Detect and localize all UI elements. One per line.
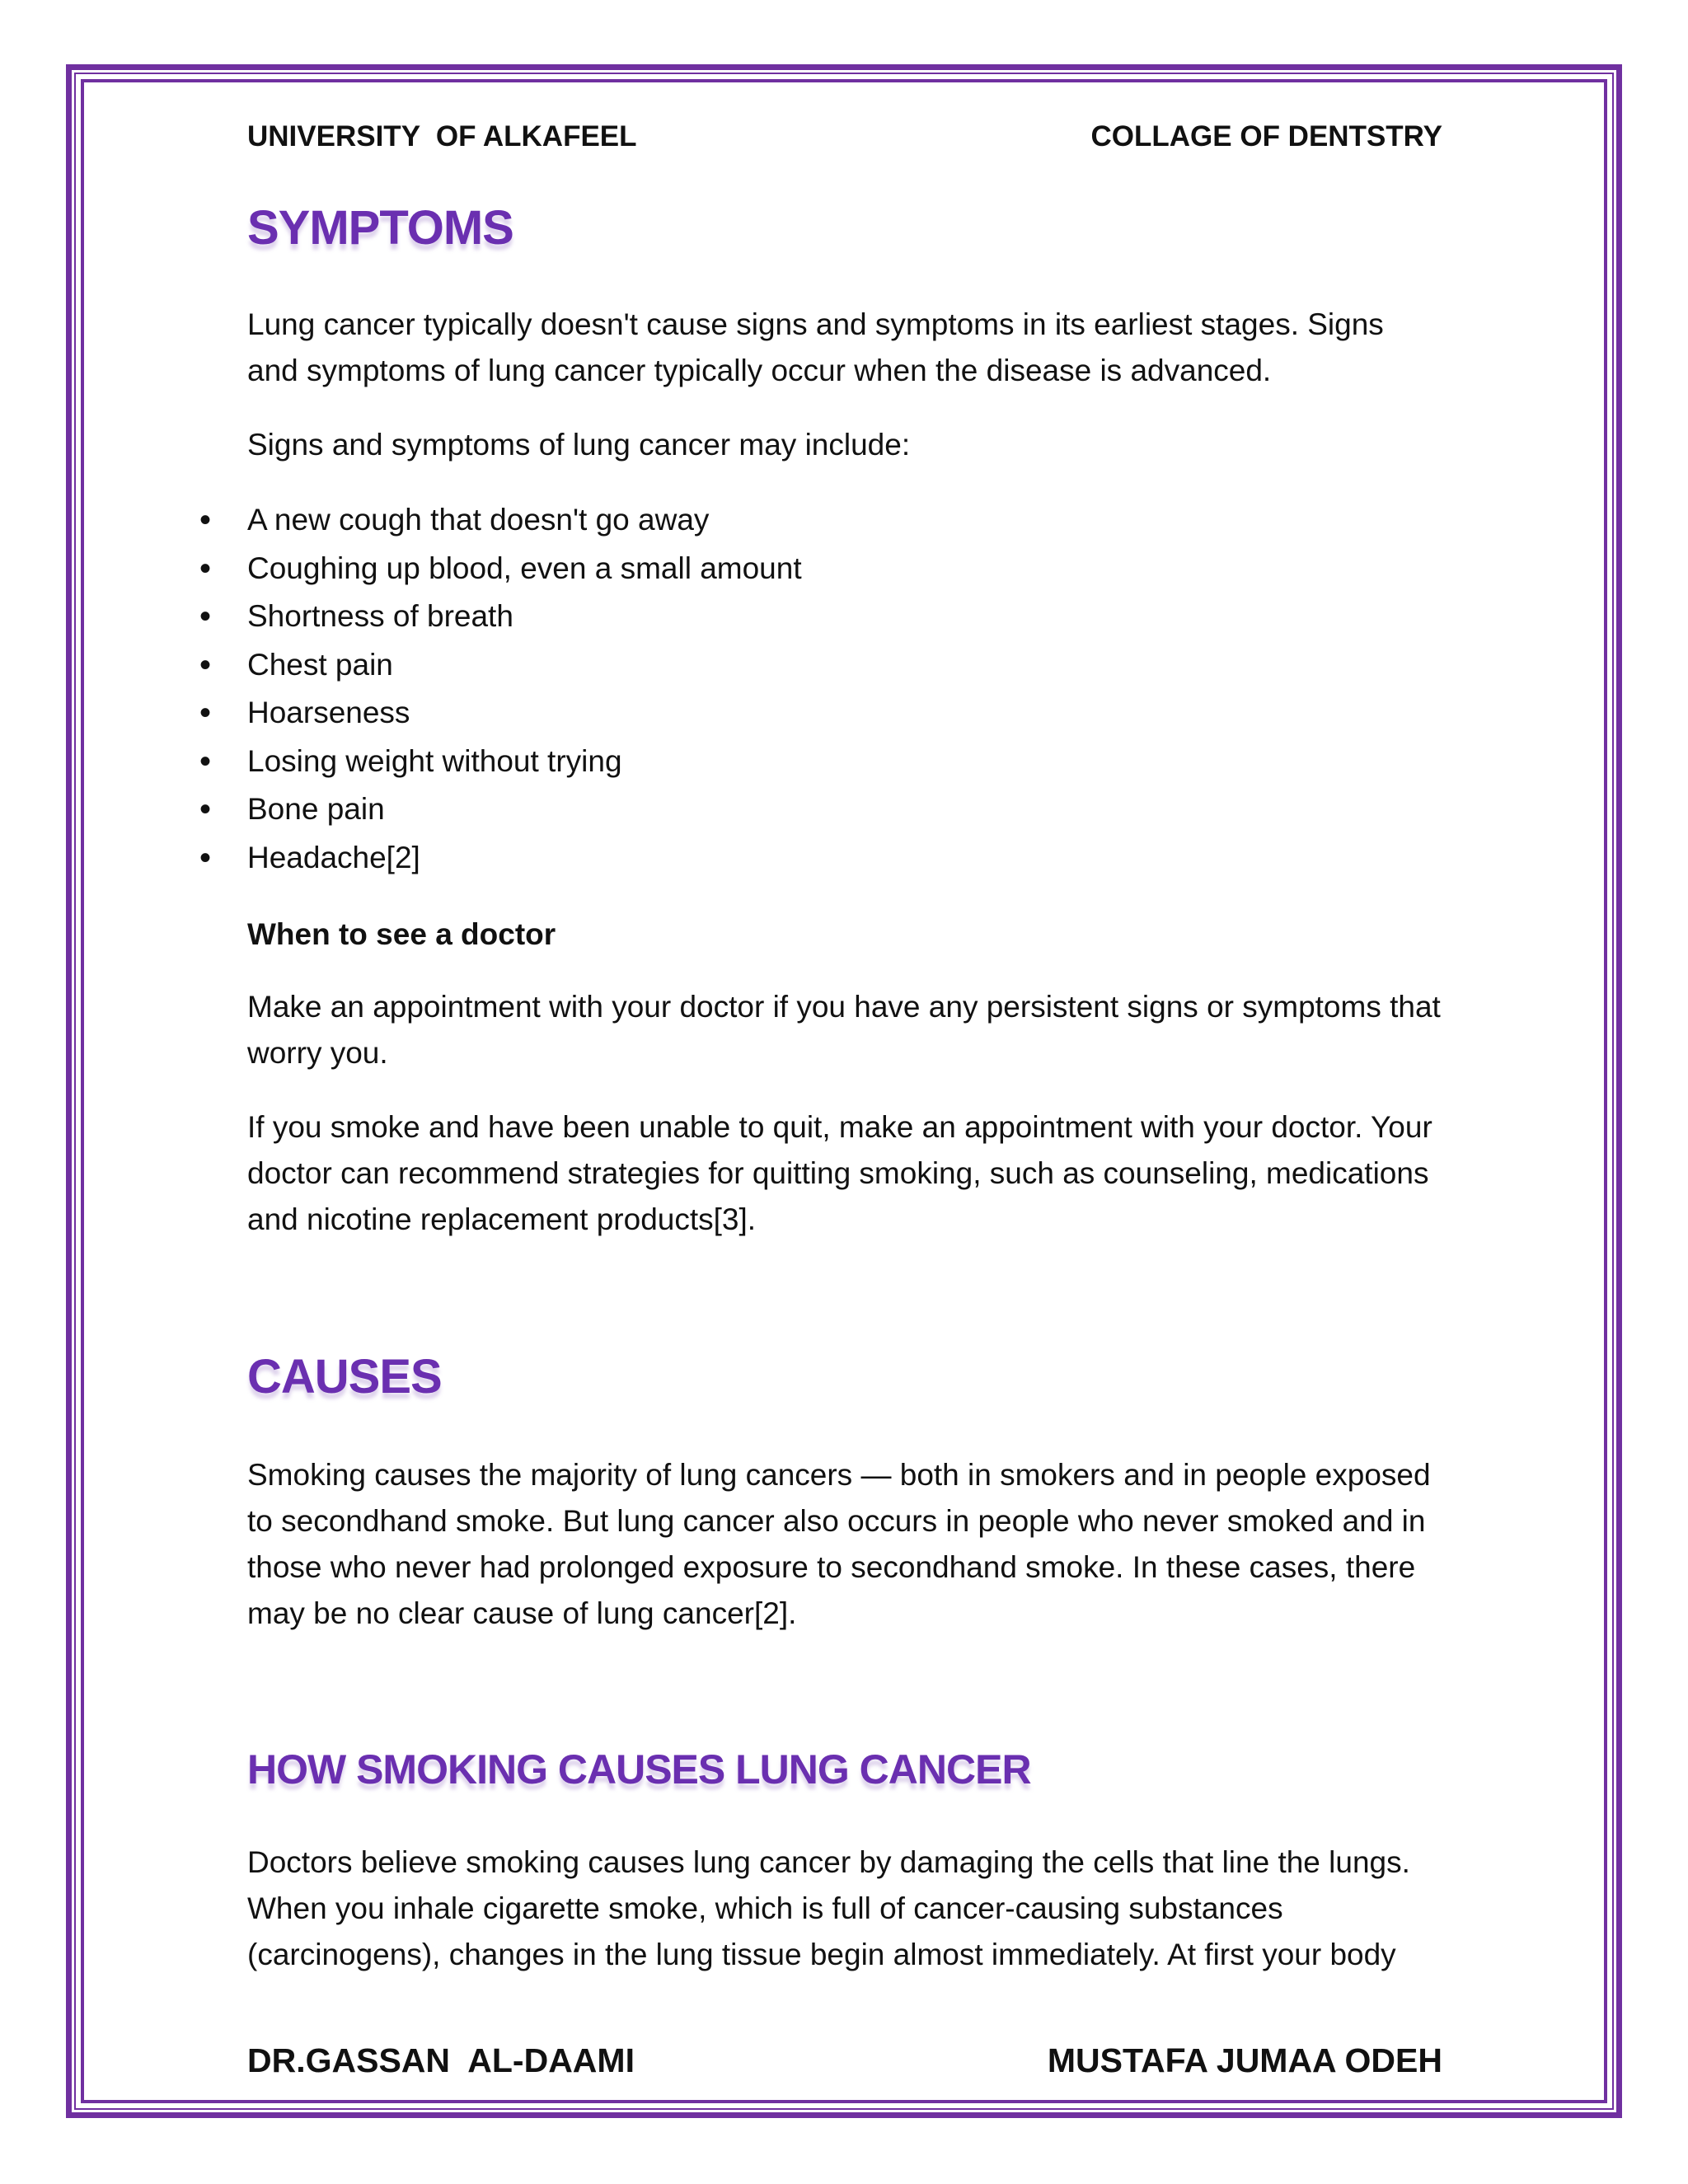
causes-title: CAUSES (247, 1350, 442, 1404)
bullet-icon: • (199, 598, 212, 635)
list-item: • Shortness of breath (247, 593, 1442, 641)
symptoms-intro: Lung cancer typically doesn't cause signs and symptoms in its earliest stages. Signs and symptoms of lung cancer typically occur when the disease is advanced. (247, 307, 1384, 387)
bullet-icon: • (199, 695, 212, 731)
smoking-paragraph: Doctors believe smoking causes lung cancer by damaging the cells that line the lungs. When you inhale cigarette smoke, which is full of cancer-causing substances (carcinogens), changes in the lung tissue begin almost immediately. At first your body (247, 1845, 1410, 1971)
causes-paragraph: Smoking causes the majority of lung cancers — both in smokers and in people exposed to secondhand smoke. But lung cancer also occurs in people who never smoked and in those who never had prolonged exposure to secondhand smoke. In these cases, there may be no clear cause of lung cancer[2]. (247, 1458, 1431, 1630)
list-item: • A new cough that doesn't go away (247, 496, 1442, 545)
page-header (247, 114, 1442, 160)
smoking-title: HOW SMOKING CAUSES LUNG CANCER (247, 1746, 1031, 1793)
list-item: • Hoarseness (247, 689, 1442, 738)
symptoms-list (199, 496, 1442, 882)
list-item: • Losing weight without trying (247, 738, 1442, 786)
footer-author: MUSTAFA JUMAA ODEH (1047, 2041, 1442, 2079)
page-footer (247, 2036, 1442, 2085)
list-item: • Coughing up blood, even a small amount (247, 545, 1442, 593)
bullet-icon: • (199, 839, 212, 876)
header-university: UNIVERSITY OF ALKAFEEL (247, 120, 637, 152)
doctor-heading: When to see a doctor (247, 917, 556, 951)
symptoms-list-intro: Signs and symptoms of lung cancer may include: (247, 428, 911, 462)
symptoms-title: SYMPTOMS (247, 201, 513, 255)
doctor-paragraph-2: If you smoke and have been unable to quit, make an appointment with your doctor. Your doctor can recommend strategies for quitting smoking, such as counseling, medications and nicotine replacement products[3]. (247, 1110, 1432, 1236)
header-college: COLLAGE OF DENTSTRY (1090, 120, 1442, 152)
bullet-icon: • (199, 550, 212, 587)
bullet-icon: • (199, 646, 212, 683)
list-item: • Chest pain (247, 641, 1442, 690)
bullet-icon: • (199, 791, 212, 827)
list-item: • Headache[2] (247, 834, 1442, 883)
list-item: • Bone pain (247, 785, 1442, 834)
bullet-icon: • (199, 502, 212, 538)
bullet-icon: • (199, 743, 212, 780)
footer-supervisor: DR.GASSAN AL-DAAMI (247, 2041, 635, 2079)
doctor-paragraph-1: Make an appointment with your doctor if you have any persistent signs or symptoms that worry you. (247, 990, 1441, 1070)
